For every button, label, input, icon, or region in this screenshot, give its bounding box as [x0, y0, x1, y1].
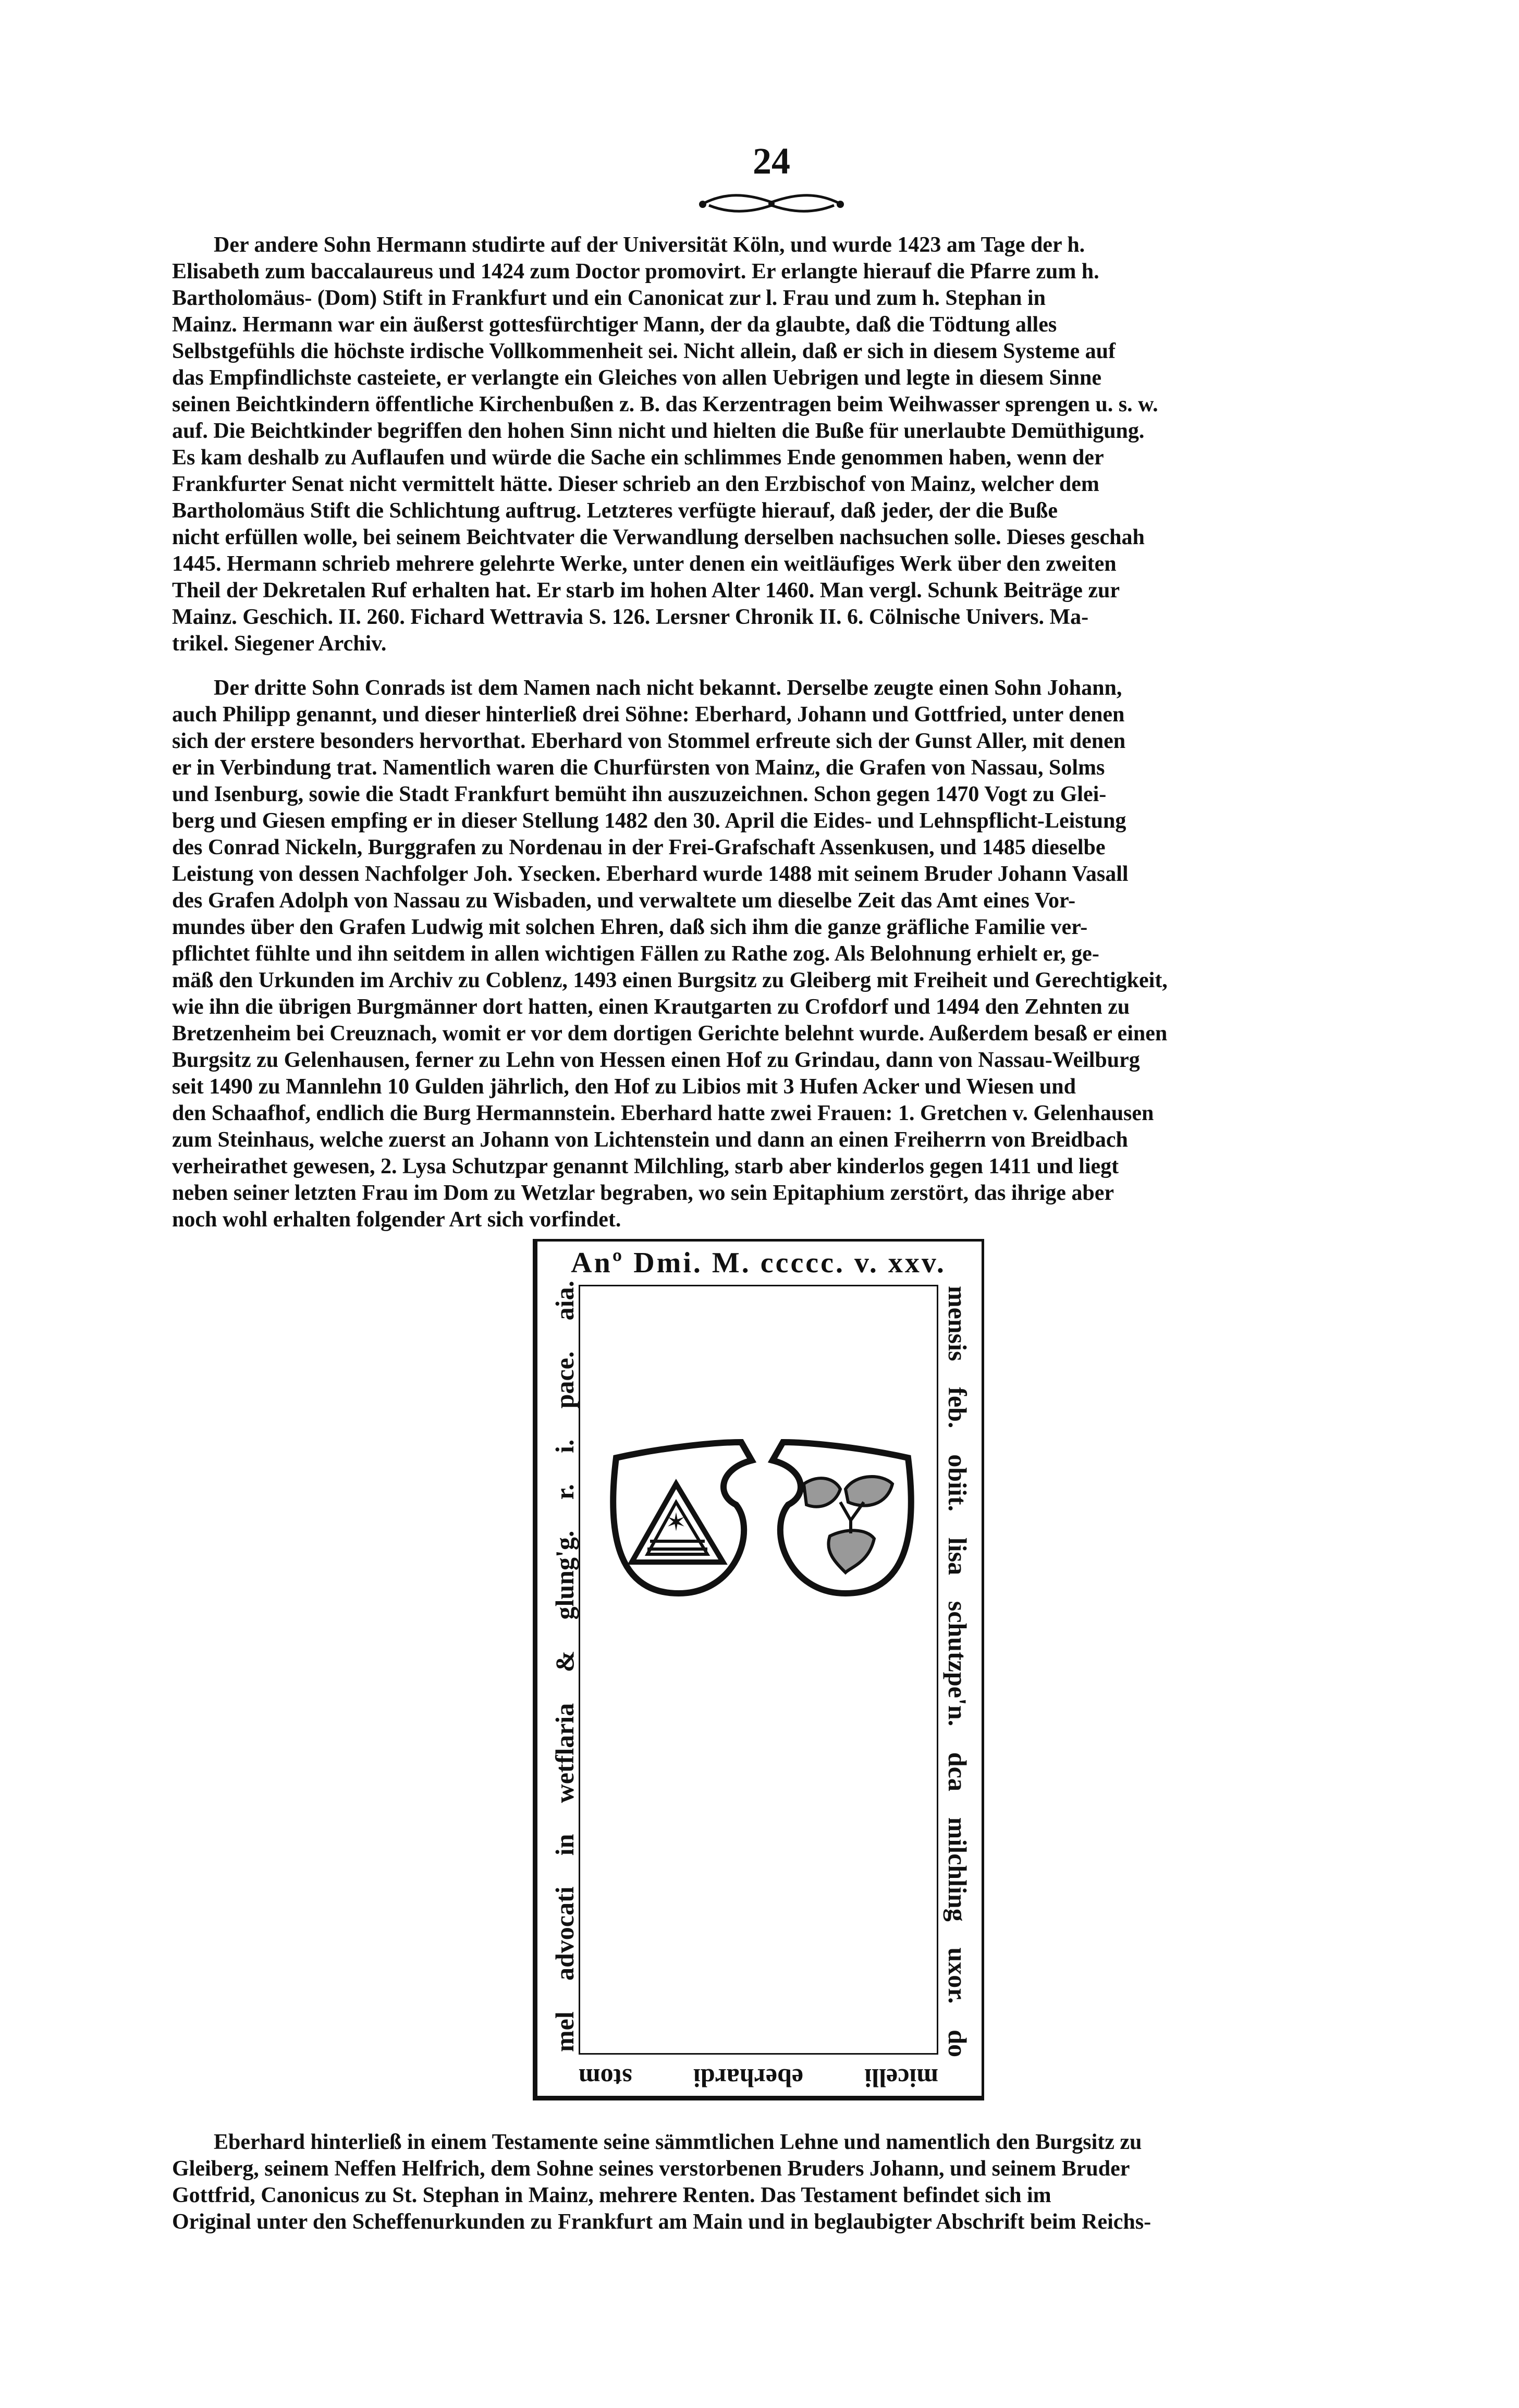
epitaph-inscription-right: mensis feb. obiit. lisa schutzpe'n. dca milchling uxor. do	[943, 1286, 972, 2057]
text-line: den Schaafhof, endlich die Burg Hermannstein. Eberhard hatte zwei Frauen: 1. Gretchen v. Gelenhausen	[172, 1101, 1154, 1125]
text-line: neben seiner letzten Frau im Dom zu Wetzlar begraben, wo sein Epitaphium zerstört, das ihrige aber	[172, 1181, 1114, 1205]
ornament-flourish-icon	[693, 188, 850, 219]
text-line: Mainz. Geschich. II. 260. Fichard Wettravia S. 126. Lersner Chronik II. 6. Cölnische Univers. Ma-	[172, 605, 1089, 629]
epitaph-inscription-bottom: micelli eberhardi stom	[579, 2063, 938, 2093]
text-line: 1445. Hermann schrieb mehrere gelehrte Werke, unter denen ein weitläufiges Werk über den zweiten	[172, 552, 1117, 576]
text-line: nicht erfüllen wolle, bei seinem Beichtvater die Verwandlung derselben nachsuchen solle. Dieses geschah	[172, 525, 1145, 549]
text-line: Gleiberg, seinem Neffen Helfrich, dem Sohne seines verstorbenen Bruders Johann, und seinem Bruder	[172, 2157, 1130, 2181]
text-line: wie ihn die übrigen Burgmänner dort hatten, einen Krautgarten zu Crofdorf und 1494 den Zehnten zu	[172, 995, 1130, 1019]
epitaph-illustration	[533, 1239, 984, 2100]
text-line: trikel. Siegener Archiv.	[172, 632, 387, 656]
shield-leaves-icon	[773, 1442, 911, 1593]
text-line: Selbstgefühls die höchste irdische Vollkommenheit sei. Nicht allein, daß er sich in diesem Systeme auf	[172, 339, 1116, 363]
text-line: und Isenburg, sowie die Stadt Frankfurt bemüht ihn auszuzeichnen. Schon gegen 1470 Vogt zu Glei-	[172, 782, 1107, 806]
text-line: Leistung von dessen Nachfolger Joh. Ysecken. Eberhard wurde 1488 mit seinem Bruder Johann Vasall	[172, 862, 1129, 886]
text-line: auf. Die Beichtkinder begriffen den hohen Sinn nicht und hielten die Buße für unerlaubte Demüthigung.	[172, 419, 1145, 443]
text-line: seit 1490 zu Mannlehn 10 Gulden jährlich, den Hof zu Libios mit 3 Hufen Acker und Wiesen und	[172, 1075, 1076, 1099]
svg-text:✶: ✶	[665, 1509, 687, 1537]
paragraph-testament	[172, 2129, 1402, 2235]
text-line: noch wohl erhalten folgender Art sich vorfindet.	[172, 1208, 621, 1232]
text-line: Gottfrid, Canonicus zu St. Stephan in Mainz, mehrere Renten. Das Testament befindet sich im	[172, 2183, 1051, 2207]
epitaph-inscription-left: mel advocati in wetflaria & glung'g. r. i. pace. aia.	[550, 1281, 579, 2052]
coats-of-arms	[601, 1437, 924, 1656]
text-line: mundes über den Grafen Ludwig mit solchen Ehren, daß sich ihm die ganze gräfliche Familie ver-	[172, 915, 1088, 939]
epitaph-inner-frame	[579, 1285, 938, 2055]
page-number: 24	[753, 140, 790, 182]
text-line: des Conrad Nickeln, Burggrafen zu Nordenau in der Frei-Grafschaft Assenkusen, und 1485 dieselbe	[172, 836, 1106, 859]
text-line: Bartholomäus Stift die Schlichtung auftrug. Letzteres verfügte hierauf, daß jeder, der die Buße	[172, 499, 1058, 523]
text-line: Theil der Dekretalen Ruf erhalten hat. Er starb im hohen Alter 1460. Man vergl. Schunk Beiträge zur	[172, 579, 1120, 603]
text-line: Original unter den Scheffenurkunden zu Frankfurt am Main und in beglaubigter Abschrift beim Reichs-	[172, 2210, 1152, 2234]
paragraph-hermann	[172, 232, 1402, 657]
text-line: Elisabeth zum baccalaureus und 1424 zum Doctor promovirt. Er erlangte hierauf die Pfarre zum h.	[172, 260, 1099, 284]
text-line: verheirathet gewesen, 2. Lysa Schutzpar genannt Milchling, starb aber kinderlos gegen 1411 und liegt	[172, 1154, 1119, 1178]
text-line: Mainz. Hermann war ein äußerst gottesfürchtiger Mann, der da glaubte, daß die Tödtung alles	[172, 313, 1057, 337]
shield-triangle-star-icon	[613, 1442, 752, 1593]
text-line: er in Verbindung trat. Namentlich waren die Churfürsten von Mainz, die Grafen von Nassau, Solms	[172, 756, 1105, 780]
text-line: das Empfindlichste casteiete, er verlangte ein Gleiches von allen Uebrigen und legte in diesem Sinne	[172, 366, 1101, 390]
text-line: Es kam deshalb zu Auflaufen und würde die Sache ein schlimmes Ende genommen haben, wenn der	[172, 446, 1104, 470]
text-line: auch Philipp genannt, und dieser hinterließ drei Söhne: Eberhard, Johann und Gottfried, unter denen	[172, 703, 1125, 727]
text-line: Bretzenheim bei Creuznach, womit er vor dem dortigen Gerichte belehnt wurde. Außerdem besaß er einen	[172, 1022, 1168, 1046]
text-line: zum Steinhaus, welche zuerst an Johann von Lichtenstein und dann an einen Freiherrn von Breidbach	[172, 1128, 1128, 1152]
text-line: des Grafen Adolph von Nassau zu Wisbaden, und verwaltete um dieselbe Zeit das Amt eines Vor-	[172, 889, 1076, 913]
text-line: sich der erstere besonders hervorthat. Eberhard von Stommel erfreute sich der Gunst Aller, mit denen	[172, 729, 1126, 753]
epitaph-inscription-top: Anº Dmi. M. ccccc. v. xxv.	[571, 1247, 946, 1279]
text-line: Frankfurter Senat nicht vermittelt hätte. Dieser schrieb an den Erzbischof von Mainz, welcher dem	[172, 472, 1099, 496]
text-line: berg und Giesen empfing er in dieser Stellung 1482 den 30. April die Eides- und Lehnspflicht-Leistung	[172, 809, 1126, 833]
text-line: Der dritte Sohn Conrads ist dem Namen nach nicht bekannt. Derselbe zeugte einen Sohn Johann,	[214, 676, 1122, 700]
text-line: Eberhard hinterließ in einem Testamente seine sämmtlichen Lehne und namentlich den Burgsitz zu	[214, 2130, 1142, 2154]
text-line: pflichtet fühlte und ihn seitdem in allen wichtigen Fällen zu Rathe zog. Als Belohnung erhielt er, ge-	[172, 942, 1099, 966]
paragraph-eberhard	[172, 675, 1402, 1233]
text-line: Burgsitz zu Gelenhausen, ferner zu Lehn von Hessen einen Hof zu Grindau, dann von Nassau-Weilburg	[172, 1048, 1140, 1072]
text-line: seinen Beichtkindern öffentliche Kirchenbußen z. B. das Kerzentragen beim Weihwasser sprengen u. s. w.	[172, 392, 1158, 416]
text-line: Bartholomäus- (Dom) Stift in Frankfurt und ein Canonicat zur l. Frau und zum h. Stephan in	[172, 286, 1046, 310]
text-line: mäß den Urkunden im Archiv zu Coblenz, 1493 einen Burgsitz zu Gleiberg mit Freiheit und Gerechtigkeit,	[172, 968, 1168, 992]
text-line: Der andere Sohn Hermann studirte auf der Universität Köln, und wurde 1423 am Tage der h.	[214, 233, 1085, 257]
